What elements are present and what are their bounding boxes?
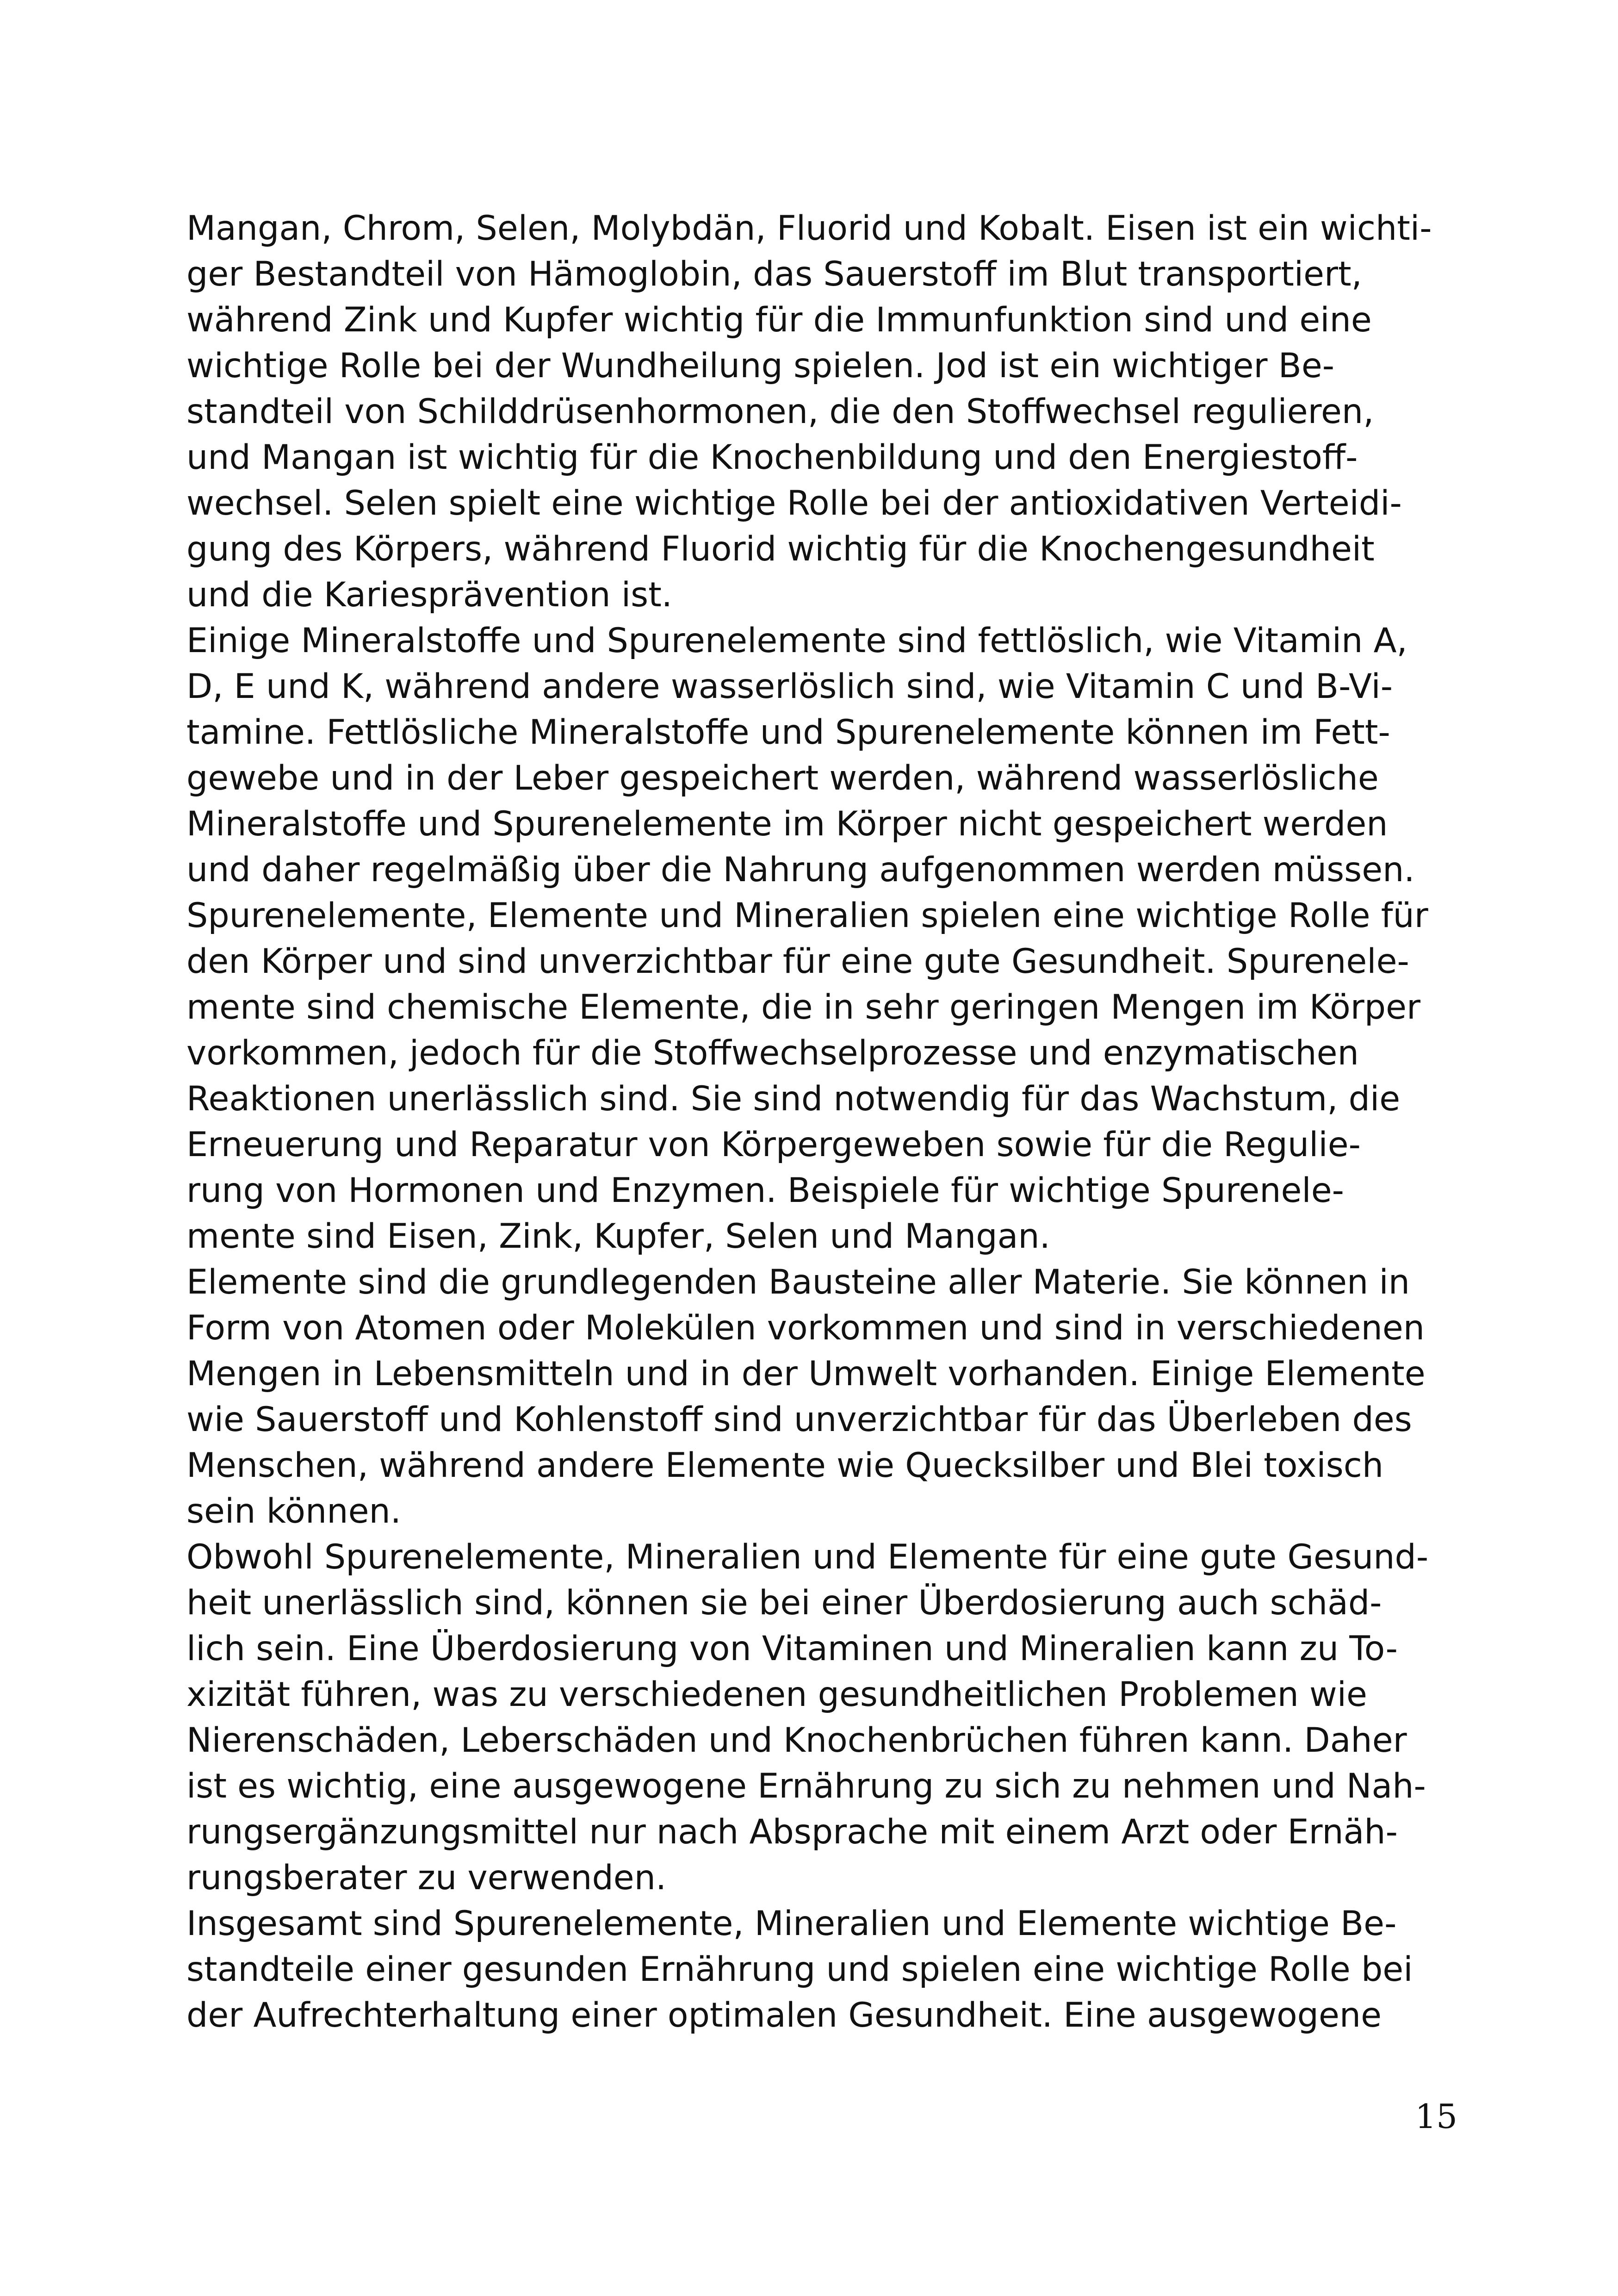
text-line: gewebe und in der Leber gespeichert werden, während wasserlösliche	[186, 759, 1379, 798]
text-line: Form von Atomen oder Molekülen vorkommen und sind in verschiedenen	[186, 1308, 1425, 1348]
text-line: Nierenschäden, Leberschäden und Knochenbrüchen führen kann. Daher	[186, 1721, 1407, 1760]
text-line: Erneuerung und Reparatur von Körpergeweben sowie für die Regulie-	[186, 1125, 1361, 1164]
text-line: Menschen, während andere Elemente wie Quecksilber und Blei toxisch	[186, 1446, 1384, 1485]
text-line: tamine. Fettlösliche Mineralstoffe und Spurenelemente können im Fett-	[186, 713, 1390, 752]
text-line: rungsberater zu verwenden.	[186, 1858, 667, 1898]
text-line: rung von Hormonen und Enzymen. Beispiele für wichtige Spurenele-	[186, 1171, 1344, 1210]
text-line: D, E und K, während andere wasserlöslich sind, wie Vitamin C und B-Vi-	[186, 667, 1393, 706]
text-line: und Mangan ist wichtig für die Knochenbildung und den Energiestoff-	[186, 438, 1358, 477]
text-line: Mineralstoffe und Spurenelemente im Körper nicht gespeichert werden	[186, 804, 1388, 844]
text-line: Spurenelemente, Elemente und Mineralien spielen eine wichtige Rolle für	[186, 896, 1428, 935]
text-line: lich sein. Eine Überdosierung von Vitaminen und Mineralien kann zu To-	[186, 1629, 1398, 1668]
text-line: den Körper und sind unverzichtbar für eine gute Gesundheit. Spurenele-	[186, 942, 1409, 981]
text-line: ist es wichtig, eine ausgewogene Ernährung zu sich zu nehmen und Nah-	[186, 1767, 1426, 1806]
text-line: wechsel. Selen spielt eine wichtige Rolle bei der antioxidativen Verteidi-	[186, 484, 1402, 523]
text-line: gung des Körpers, während Fluorid wichtig für die Knochengesundheit	[186, 529, 1375, 569]
text-line: Elemente sind die grundlegenden Bausteine aller Materie. Sie können in	[186, 1263, 1410, 1302]
text-line: Einige Mineralstoffe und Spurenelemente sind fettlöslich, wie Vitamin A,	[186, 621, 1407, 660]
body-text	[186, 205, 1445, 2038]
page-number: 15	[1415, 2097, 1457, 2136]
text-line: wichtige Rolle bei der Wundheilung spielen. Jod ist ein wichtiger Be-	[186, 346, 1335, 386]
text-line: standteil von Schilddrüsenhormonen, die den Stoffwechsel regulieren,	[186, 392, 1374, 431]
text-line: während Zink und Kupfer wichtig für die Immunfunktion sind und eine	[186, 300, 1372, 340]
text-line: wie Sauerstoff und Kohlenstoff sind unverzichtbar für das Überleben des	[186, 1400, 1412, 1439]
text-line: und daher regelmäßig über die Nahrung aufgenommen werden müssen.	[186, 850, 1415, 890]
text-line: der Aufrechterhaltung einer optimalen Gesundheit. Eine ausgewogene	[186, 1996, 1382, 2035]
text-line: sein können.	[186, 1492, 401, 1531]
text-line: ger Bestandteil von Hämoglobin, das Sauerstoff im Blut transportiert,	[186, 255, 1362, 294]
text-line: standteile einer gesunden Ernährung und spielen eine wichtige Rolle bei	[186, 1950, 1413, 1989]
text-line: mente sind Eisen, Zink, Kupfer, Selen und Mangan.	[186, 1217, 1050, 1256]
text-line: Mengen in Lebensmitteln und in der Umwelt vorhanden. Einige Elemente	[186, 1354, 1426, 1394]
text-line: Reaktionen unerlässlich sind. Sie sind notwendig für das Wachstum, die	[186, 1079, 1401, 1119]
text-line: vorkommen, jedoch für die Stoffwechselprozesse und enzymatischen	[186, 1033, 1359, 1073]
text-line: Mangan, Chrom, Selen, Molybdän, Fluorid und Kobalt. Eisen ist ein wichti-	[186, 209, 1432, 248]
text-line: rungsergänzungsmittel nur nach Absprache mit einem Arzt oder Ernäh-	[186, 1812, 1398, 1852]
text-line: Insgesamt sind Spurenelemente, Mineralien und Elemente wichtige Be-	[186, 1904, 1397, 1943]
text-line: und die Kariesprävention ist.	[186, 575, 673, 615]
text-line: mente sind chemische Elemente, die in sehr geringen Mengen im Körper	[186, 988, 1421, 1027]
text-line: Obwohl Spurenelemente, Mineralien und Elemente für eine gute Gesund-	[186, 1537, 1429, 1577]
text-line: xizität führen, was zu verschiedenen gesundheitlichen Problemen wie	[186, 1675, 1367, 1714]
text-line: heit unerlässlich sind, können sie bei einer Überdosierung auch schäd-	[186, 1583, 1382, 1623]
